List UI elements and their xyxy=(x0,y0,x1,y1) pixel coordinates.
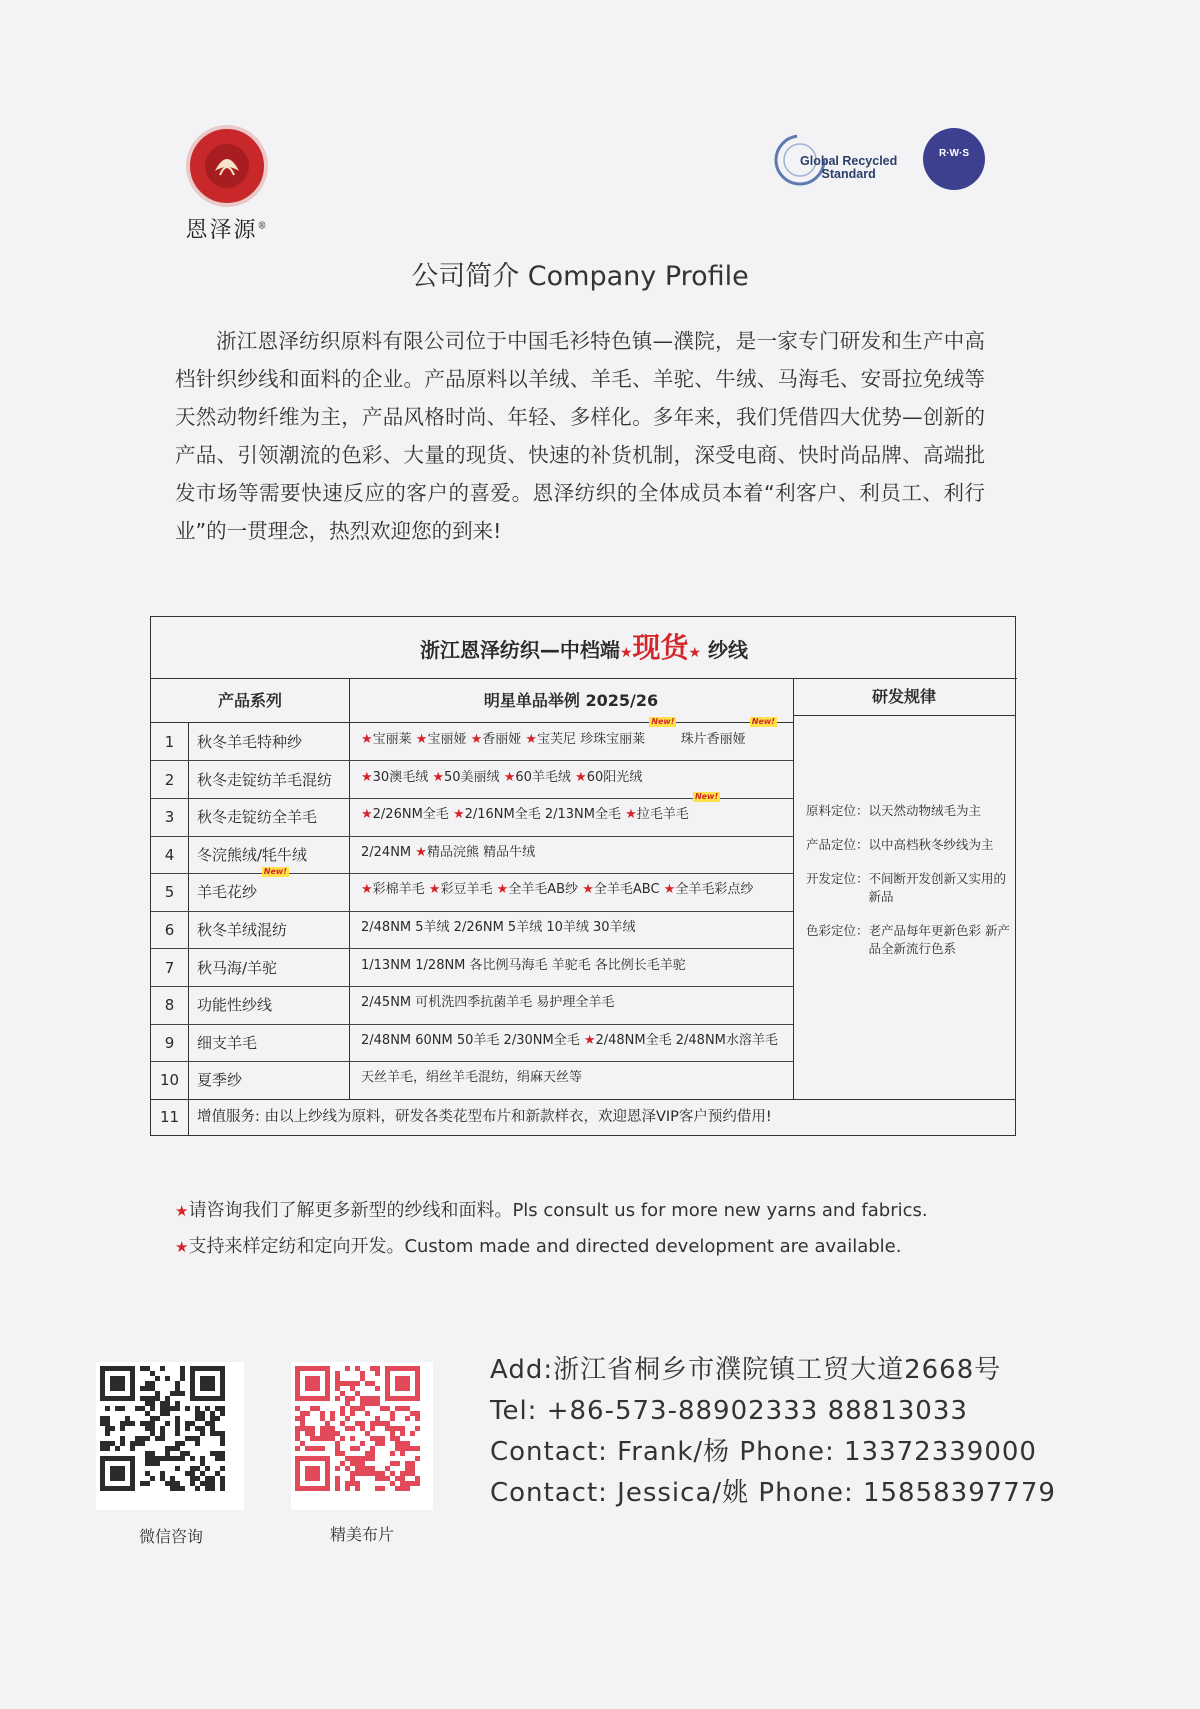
telephone: Tel: +86-573-88902333 88813033 xyxy=(490,1396,968,1426)
product-table xyxy=(150,616,1016,1136)
company-logo xyxy=(172,125,282,244)
row-series: 秋冬走锭纺全羊毛 xyxy=(197,808,318,827)
contact-info xyxy=(490,1350,1056,1514)
row-examples: ★2/26NM全毛 ★2/16NM全毛 2/13NM全毛 ★拉毛羊毛 New! xyxy=(361,792,719,823)
table-title: 浙江恩泽纺织—中档端★现货★ 纱线 xyxy=(151,617,1017,679)
row-examples: 2/24NM ★精品浣熊 精品牛绒 xyxy=(361,844,536,860)
rws-logo: R·W·S xyxy=(923,128,985,190)
logo-name: 恩泽源® xyxy=(185,218,269,243)
row-number: 2 xyxy=(164,770,175,789)
row-number: 7 xyxy=(164,958,175,977)
notes xyxy=(175,1193,928,1265)
row-examples: 天丝羊毛，绢丝羊毛混纺，绢麻天丝等 xyxy=(361,1070,583,1086)
wechat-qr-label: 微信咨询 xyxy=(138,1527,203,1546)
row-number: 9 xyxy=(164,1033,175,1052)
table-row xyxy=(151,911,793,949)
rd-rule: 色彩定位： 老产品每年更新色彩 新产品全新流行色系 xyxy=(806,923,1010,956)
contact-jessica: Contact: Jessica/姚 Phone: 15858397779 xyxy=(490,1478,1056,1508)
table-row xyxy=(151,1024,793,1062)
table-row xyxy=(151,717,793,761)
rd-rules xyxy=(806,802,1011,974)
col-header-series: 产品系列 xyxy=(151,679,349,723)
fabric-qr-code xyxy=(291,1362,433,1510)
page-title: 公司简介 Company Profile xyxy=(411,261,749,292)
row-number: 8 xyxy=(164,996,175,1015)
row-examples: ★彩棉羊毛 ★彩豆羊毛 ★全羊毛AB纱 ★全羊毛ABC ★全羊毛彩点纱 xyxy=(361,882,754,898)
col-header-examples: 明星单品举例 2025/26 xyxy=(349,679,793,723)
row-examples: 2/48NM 5羊绒 2/26NM 5羊绒 10羊绒 30羊绒 xyxy=(361,920,636,935)
row-number: 4 xyxy=(164,845,175,864)
row-series: 秋冬走锭纺羊毛混纺 xyxy=(197,770,333,789)
row-series: 夏季纱 xyxy=(197,1071,243,1090)
row-series: 秋马海/羊驼 xyxy=(197,958,278,977)
fabric-qr-label: 精美布片 xyxy=(329,1525,394,1544)
table-title-highlight: 现货 xyxy=(632,631,689,664)
rd-rule: 产品定位： 以中高档秋冬纱线为主 xyxy=(806,837,994,852)
row-examples: ★宝丽莱 ★宝丽娅 ★香丽娅 ★宝芙尼 珍珠宝丽莱 New! 珠片香丽娅 New! xyxy=(361,717,775,747)
table-row xyxy=(151,867,793,911)
row-series: 功能性纱线 xyxy=(197,996,273,1015)
col-header-rules: 研发规律 xyxy=(871,687,936,706)
note-2: ★支持来样定纺和定向开发。Custom made and directed development are available. xyxy=(175,1236,902,1257)
row-series: 羊毛花纱 New! xyxy=(197,867,287,902)
row-examples: ★30澳毛绒 ★50美丽绒 ★60羊毛绒 ★60阳光绒 xyxy=(361,769,643,785)
table-row xyxy=(151,1061,793,1099)
row-number: 6 xyxy=(164,921,175,939)
row-series: 秋冬羊毛特种纱 xyxy=(197,733,303,751)
row-examples: 2/45NM 可机洗四季抗菌羊毛 易护理全羊毛 xyxy=(361,995,615,1011)
row-examples: 2/48NM 60NM 50羊毛 2/30NM全毛 ★2/48NM全毛 2/48NM水溶羊毛 xyxy=(361,1032,778,1048)
row-number: 5 xyxy=(164,883,175,902)
row-series: 冬浣熊绒/牦牛绒 xyxy=(197,845,308,864)
row-series: 细支羊毛 xyxy=(197,1033,258,1052)
row-examples: 1/13NM 1/28NM 各比例马海毛 羊驼毛 各比例长毛羊驼 xyxy=(361,957,686,973)
row-number: 3 xyxy=(164,808,175,827)
address: Add:浙江省桐乡市濮院镇工贸大道2668号 xyxy=(490,1355,1002,1385)
contact-frank: Contact: Frank/杨 Phone: 13372339000 xyxy=(490,1437,1037,1467)
table-row xyxy=(151,792,793,836)
row-series: 秋冬羊绒混纺 xyxy=(197,921,288,939)
table-row xyxy=(151,836,793,874)
note-1: ★请咨询我们了解更多新型的纱线和面料。Pls consult us for more new yarns and fabrics. xyxy=(175,1200,928,1221)
row-number: 10 xyxy=(159,1071,180,1090)
table-row xyxy=(151,986,793,1024)
logo-emblem xyxy=(186,125,268,207)
table-row xyxy=(151,949,793,987)
company-intro: 浙江恩泽纺织原料有限公司位于中国毛衫特色镇—濮院，是一家专门研发和生产中高档针织纱线和面料的企业。产品原料以羊绒、羊毛、羊驼、牛绒、马海毛、安哥拉免绒等天然动物纤维为主，产品风格时尚、年轻、多样化。多年来，我们凭借四大优势—创新的产品、引领潮流的色彩、大量的现货、快速的补货机制，深受电商、快时尚品牌、高端批发市场等需要快速反应的客户的喜爱。恩泽纺织的全体成员本着“利客户、利员工、利行业”的一贯理念，热烈欢迎您的到来! xyxy=(175,329,985,543)
rd-rule: 开发定位： 不间断开发创新又实用的新品 xyxy=(806,871,1007,904)
grs-logo: Global Recycled Standard xyxy=(770,130,900,190)
row-number: 1 xyxy=(164,733,175,751)
table-row-value-added: 11 增值服务: 由以上纱线为原料，研发各类花型布片和新款样衣，欢迎恩泽VIP客户预约借用! xyxy=(159,1108,772,1126)
rd-rule: 原料定位： 以天然动物绒毛为主 xyxy=(806,803,982,818)
wechat-qr-code xyxy=(96,1362,244,1510)
